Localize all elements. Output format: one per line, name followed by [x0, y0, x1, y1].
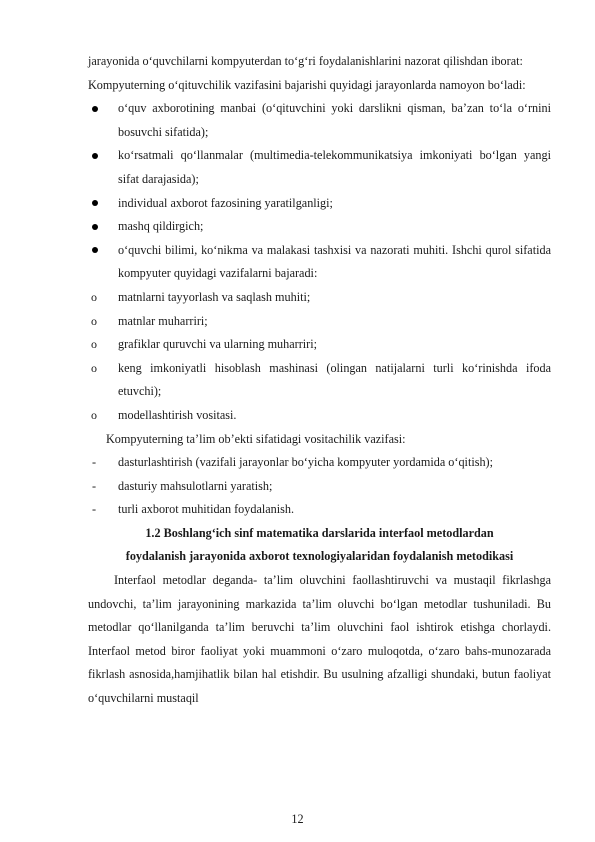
- bullet-icon: [92, 247, 98, 253]
- list-marker: o: [91, 337, 97, 352]
- dash-list-item: - dasturiy mahsulotlarni yaratish;: [88, 475, 551, 499]
- bullet-item: mashq qildirgich;: [88, 215, 551, 239]
- list-marker: o: [91, 407, 97, 422]
- bullet-item: o‘quv axborotining manbai (o‘qituvchini yoki darslikni qisman, ba’zan to‘la o‘rnini bosuvchi sifatida);: [88, 97, 551, 144]
- list-marker: -: [92, 502, 97, 517]
- circle-list-item: o modellashtirish vositasi.: [88, 404, 551, 428]
- page-number: 12: [291, 812, 304, 826]
- lead-line: Kompyuterning ta’lim ob’ekti sifatidagi vositachilik vazifasi:: [106, 431, 406, 446]
- section-heading: 1.2 Boshlang‘ich sinf matematika darslarida interfaol metodlardan: [145, 525, 494, 540]
- circle-list-item: o grafiklar quruvchi va ularning muharriri;: [88, 333, 551, 357]
- bullet-icon: [92, 153, 98, 159]
- bullet-item: o‘quvchi bilimi, ko‘nikma va malakasi tashxisi va nazorati muhiti. Ishchi qurol sifatida kompyuter quyidagi vazifalarni bajaradi:: [88, 239, 551, 286]
- list-marker: o: [91, 313, 97, 328]
- bullet-icon: [92, 224, 98, 230]
- body-paragraph: Interfaol metodlar deganda- ta’lim oluvchini faollashtiruvchi va mustaqil fikrlashga undovchi, ta’lim jarayonining markazida ta’lim oluvchi bo‘lgan metodlar tushuniladi. Bu metodlar qo‘llanilganda ta’lim beruvchi ta’lim oluvchini faol ishtirok etishga chorlaydi. Interfaol metod biror faoliyat yoki muammoni o‘zaro muloqotda, o‘zaro bahs-munozarada fikrlash asnosida,hamjihatlik bilan hal etishdir. Bu usulning afzalligi shundaki, butun faoliyat o‘quvchilarni mustaqil: [88, 573, 551, 706]
- dash-list-item: - dasturlashtirish (vazifali jarayonlar bo‘yicha kompyuter yordamida o‘qitish);: [88, 451, 551, 475]
- bullet-item: ko‘rsatmali qo‘llanmalar (multimedia-telekommunikatsiya imkoniyati bo‘lgan yangi sifat darajasida);: [88, 144, 551, 191]
- list-marker: -: [92, 455, 97, 470]
- list-marker: -: [92, 478, 97, 493]
- circle-list-item: o matnlarni tayyorlash va saqlash muhiti;: [88, 286, 551, 310]
- document-page: [88, 50, 551, 711]
- bullet-icon: [92, 106, 98, 112]
- paragraph: jarayonida o‘quvchilarni kompyuterdan to‘g‘ri foydalanishlarini nazorat qilishdan iborat:: [88, 54, 523, 68]
- circle-list-item: o keng imkoniyatli hisoblash mashinasi (olingan natijalarni turli ko‘rinishda ifoda etuvchi);: [88, 357, 551, 404]
- bullet-item: individual axborot fazosining yaratilganligi;: [88, 192, 551, 216]
- list-marker: o: [91, 360, 97, 375]
- paragraph: Kompyuterning o‘qituvchilik vazifasini bajarishi quyidagi jarayonlarda namoyon bo‘ladi:: [88, 77, 526, 92]
- dash-list-item: - turli axborot muhitidan foydalanish.: [88, 498, 551, 522]
- circle-list-item: o matnlar muharriri;: [88, 310, 551, 334]
- bullet-icon: [92, 200, 98, 206]
- list-marker: o: [91, 289, 97, 304]
- section-heading: foydalanish jarayonida axborot texnologiyalaridan foydalanish metodikasi: [125, 549, 514, 564]
